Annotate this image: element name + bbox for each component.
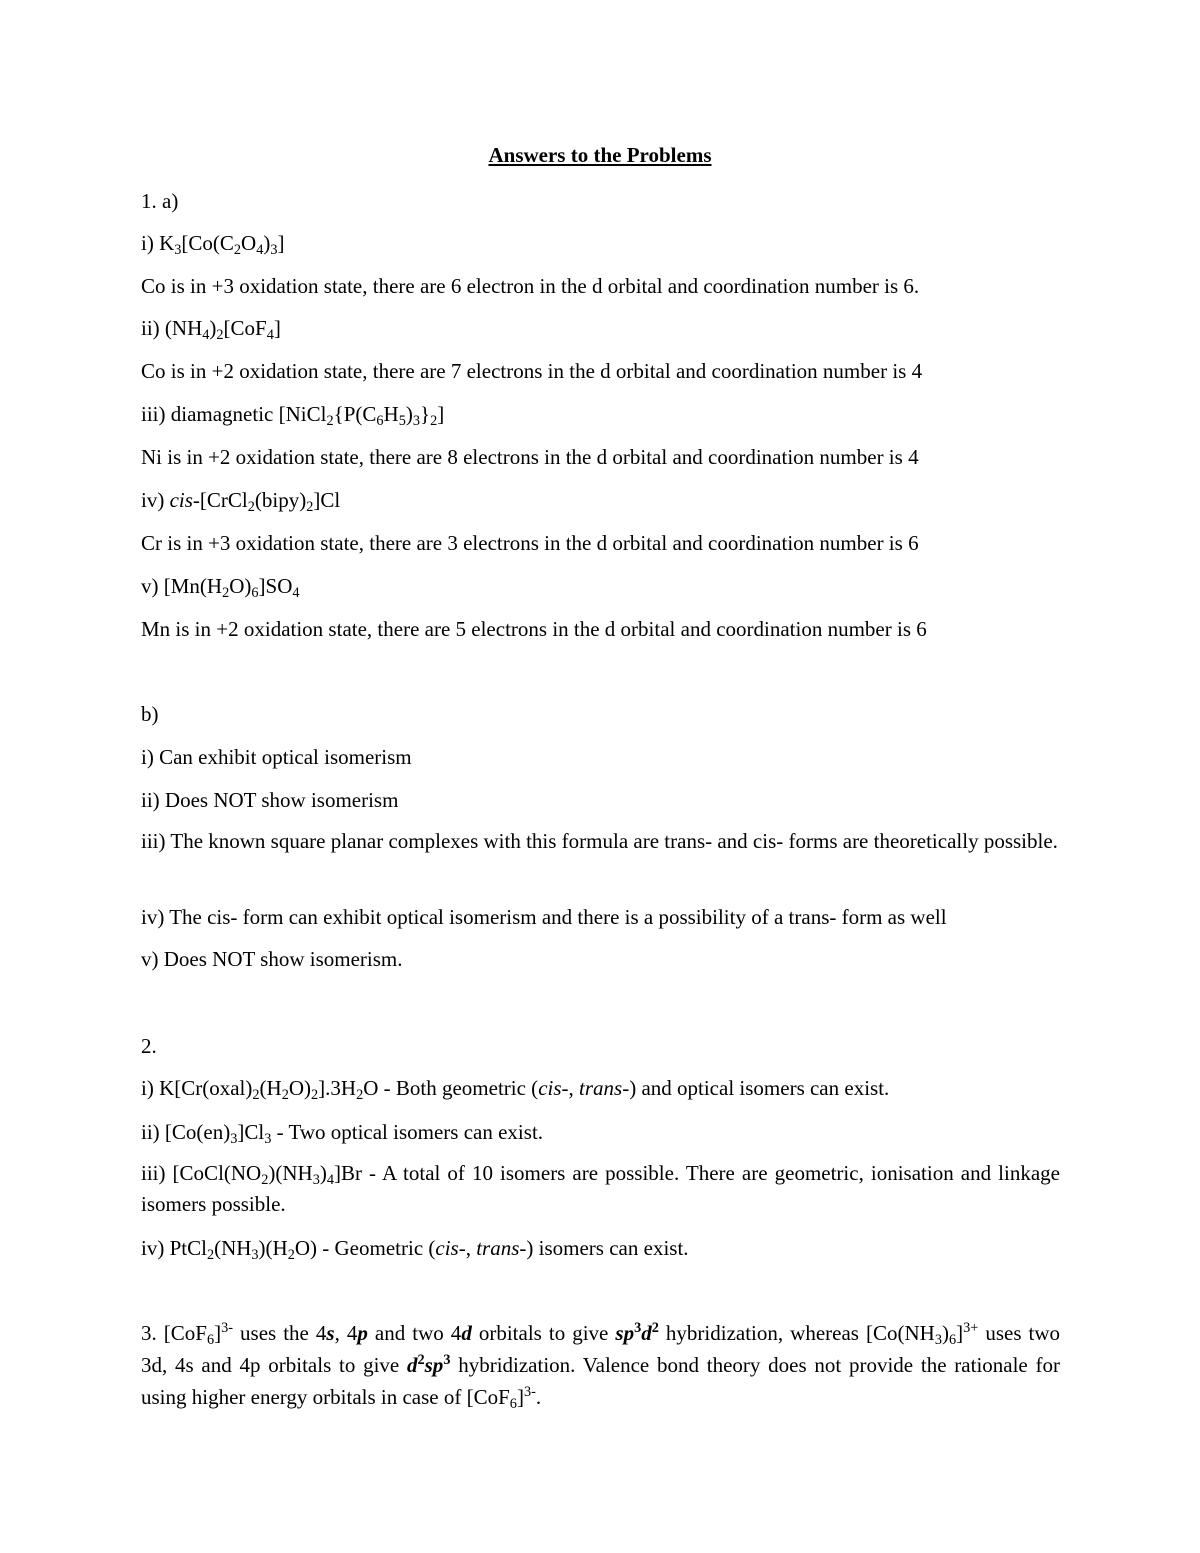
q1a-item-1-text: Co is in +3 oxidation state, there are 6 electron in the d orbital and coordination number is 6.	[141, 274, 920, 298]
q3-paragraph: 3. $[CoF_6]^{3-}$ uses the 4s, 4p and two 4d orbitals to give $sp^3d^2$ hybridization, whereas $[Co(NH_3)_6]^{3+}$ uses two 3d, 4s and 4p orbitals to give $d^2sp^3$ hybridization. Valence bond theory does not provide the rationale for using higher energy orbitals in case of $[CoF_6]^{3-}$.	[141, 1320, 1061, 1412]
q2-item-3: iii) $[CoCl(NO_2)(NH_3)_4]Br$ - A total of 10 isomers are possible. There are geometric, ionisation and linkage isomers possible.	[141, 1161, 1060, 1216]
q1b-item-5: v) Does NOT show isomerism.	[141, 947, 403, 971]
q1a-item-4-formula: iv) cis-$[CrCl_2(bipy)_2]Cl$	[141, 488, 341, 515]
q2-item-2: ii) $[Co(en)_3]Cl_3$ - Two optical isomers can exist.	[141, 1120, 544, 1147]
q1b-item-1: i) Can exhibit optical isomerism	[141, 745, 412, 769]
q1a-item-3-formula: iii) diamagnetic $[NiCl_2\{P(C_6H_5)_3\}_2]$	[141, 402, 445, 429]
page-title: Answers to the Problems	[488, 143, 712, 167]
q1a-label: 1. a)	[141, 189, 179, 213]
q2-item-1: i) $K[Cr(oxal)_2(H_2O)_2].3H_2O$ - Both geometric (cis-, trans-) and optical isomers can exist.	[141, 1076, 890, 1103]
q1b-label: b)	[141, 702, 159, 726]
q1a-item-5-formula: v) $[Mn(H_2O)_6]SO_4$	[141, 574, 300, 601]
q1a-item-3-text: Ni is in +2 oxidation state, there are 8 electrons in the d orbital and coordination number is 4	[141, 445, 919, 469]
q1a-item-4-text: Cr is in +3 oxidation state, there are 3 electrons in the d orbital and coordination number is 6	[141, 531, 919, 555]
q1b-item-4: iv) The cis- form can exhibit optical isomerism and there is a possibility of a trans- form as well	[141, 905, 947, 929]
q1b-item-2: ii) Does NOT show isomerism	[141, 788, 399, 812]
q1b-item-3: iii) The known square planar complexes with this formula are trans- and cis- forms are theoretically possible.	[141, 829, 1058, 853]
q1a-item-2-formula: ii) $(NH_4)_2[CoF_4]$	[141, 316, 281, 343]
q2-label: 2.	[141, 1034, 157, 1058]
q1a-item-1-formula: i) $K_3[Co(C_2O_4)_3]$	[141, 231, 285, 258]
q1a-item-2-text: Co is in +2 oxidation state, there are 7 electrons in the d orbital and coordination number is 4	[141, 359, 923, 383]
q2-item-4: iv) $PtCl_2(NH_3)(H_2O)$ - Geometric (cis-, trans-) isomers can exist.	[141, 1236, 689, 1263]
q1a-item-5-text: Mn is in +2 oxidation state, there are 5 electrons in the d orbital and coordination number is 6	[141, 617, 927, 641]
